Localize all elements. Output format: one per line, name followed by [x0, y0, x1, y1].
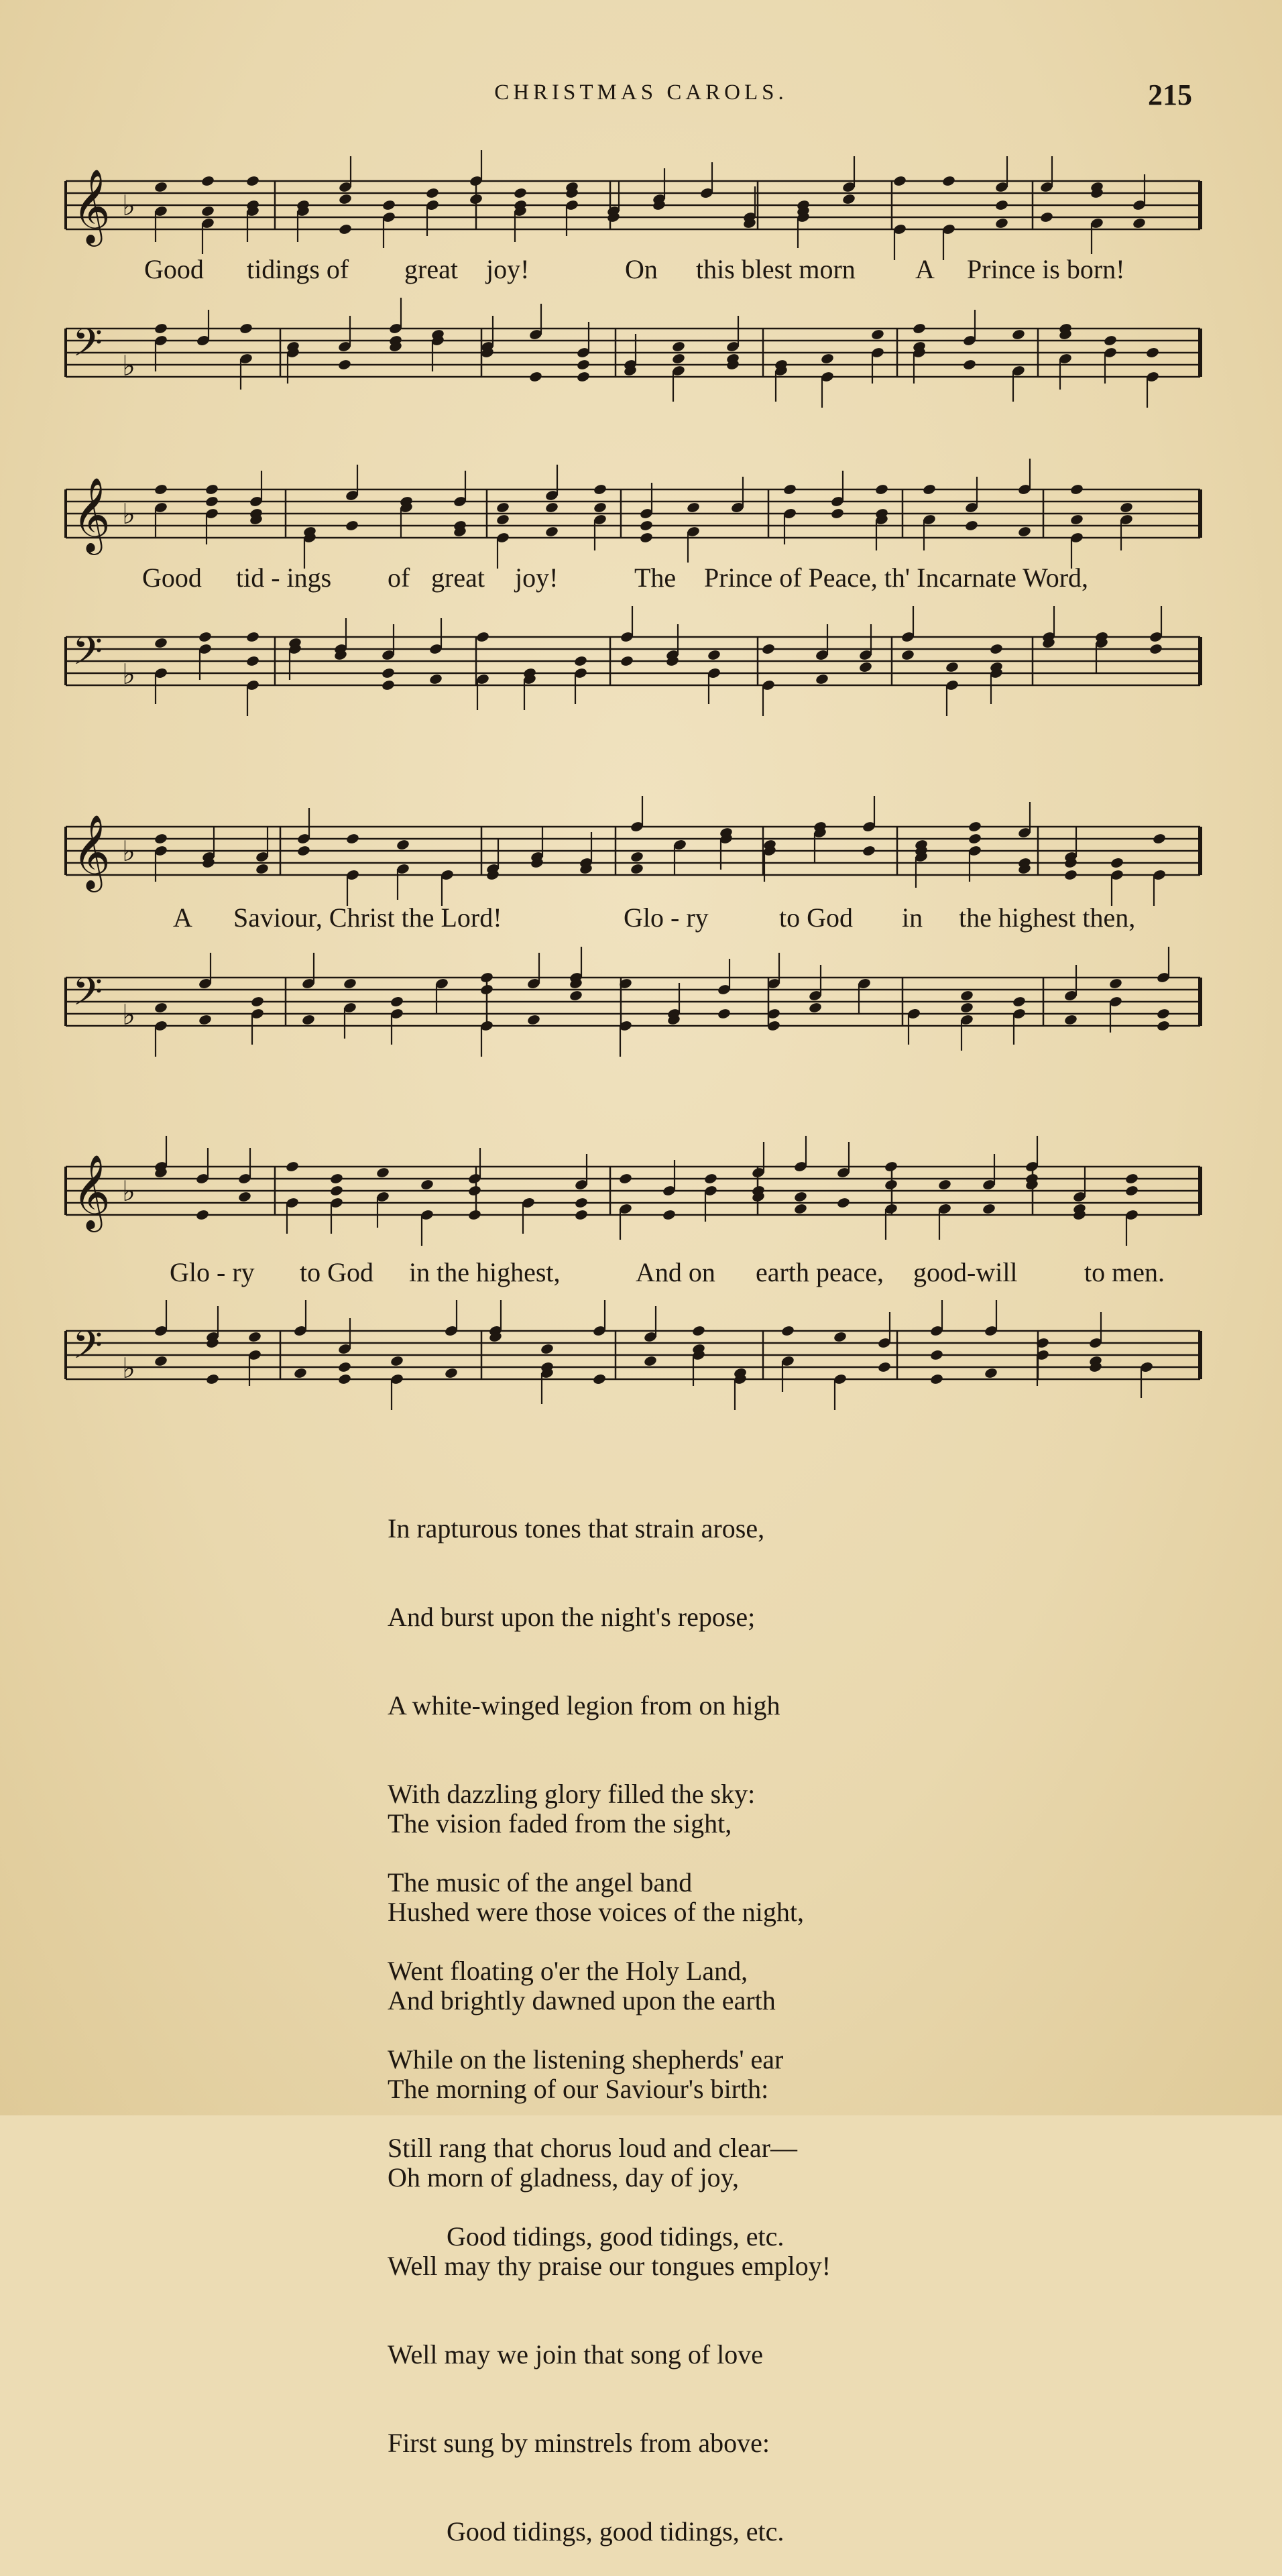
- flat-sign-icon: ♭: [122, 189, 135, 222]
- bass-clef-icon: 𝄢: [72, 1322, 103, 1377]
- treble-staff: [60, 800, 1208, 907]
- verse-line: And burst upon the night's repose;: [388, 1602, 756, 1632]
- flat-sign-icon: ♭: [122, 497, 135, 530]
- treble-staff: [60, 154, 1208, 261]
- treble-clef-icon: 𝄞: [72, 1154, 111, 1229]
- lyric: Good: [144, 254, 204, 284]
- verse-line: Oh morn of gladness, day of joy,: [388, 2162, 739, 2192]
- verse-line: The music of the angel band: [388, 1867, 693, 1897]
- flat-sign-icon: ♭: [122, 835, 135, 868]
- page-number: 215: [1148, 78, 1192, 111]
- running-header: CHRISTMAS CAROLS.: [494, 80, 788, 105]
- lyric: earth peace,: [756, 1257, 884, 1287]
- lyric: A: [173, 902, 192, 933]
- lyric: Prince is born!: [967, 254, 1125, 284]
- flat-sign-icon: ♭: [122, 658, 135, 691]
- verse-line: Well may thy praise our tongues employ!: [388, 2251, 831, 2281]
- flat-sign-icon: ♭: [122, 1175, 135, 1208]
- lyric: Glo - ry: [170, 1257, 255, 1287]
- lyrics-line: [60, 253, 1208, 294]
- verse-line: Still rang that chorus loud and clear—: [388, 2133, 797, 2163]
- verse-line: The vision faded from the sight,: [388, 1808, 732, 1838]
- verse-refrain: Good tidings, good tidings, etc.: [447, 2221, 784, 2251]
- verse-line: Went floating o'er the Holy Land,: [388, 1956, 748, 1986]
- lyric: The: [634, 563, 677, 593]
- flat-sign-icon: ♭: [122, 998, 135, 1031]
- verse-line: Hushed were those voices of the night,: [388, 1897, 804, 1927]
- lyric: On: [625, 254, 658, 284]
- lyric: Good: [142, 563, 202, 593]
- lyric: of: [388, 563, 410, 593]
- lyric: good-will: [913, 1257, 1018, 1287]
- bass-staff: [60, 610, 1208, 717]
- verse-refrain: Good tidings, good tidings, etc.: [447, 2516, 784, 2546]
- lyric: to God: [779, 902, 853, 933]
- lyric: this blest morn: [696, 254, 856, 284]
- lyric: in the highest,: [409, 1257, 561, 1287]
- lyrics-line: [60, 562, 1208, 602]
- lyric: A: [915, 254, 935, 284]
- flat-sign-icon: ♭: [122, 349, 135, 382]
- bass-clef-icon: 𝄢: [72, 628, 103, 683]
- lyric: Saviour, Christ the Lord!: [233, 902, 502, 933]
- bass-clef-icon: 𝄢: [72, 969, 103, 1024]
- verse-line: And brightly dawned upon the earth: [388, 1985, 776, 2015]
- lyric: in: [902, 902, 923, 933]
- lyric: the highest then,: [959, 902, 1136, 933]
- verse-line: A white-winged legion from on high: [388, 1690, 780, 1720]
- lyric: Prince of Peace, th' Incarnate Word,: [704, 563, 1089, 593]
- treble-staff: [60, 463, 1208, 570]
- treble-clef-icon: 𝄞: [72, 168, 111, 243]
- verse-line: With dazzling glory filled the sky:: [388, 1779, 756, 1809]
- lyric: great: [404, 254, 458, 284]
- bass-staff: [60, 951, 1208, 1058]
- flat-sign-icon: ♭: [122, 1352, 135, 1385]
- verse-line: The morning of our Saviour's birth:: [388, 2074, 769, 2104]
- verse-line: First sung by minstrels from above:: [388, 2428, 770, 2458]
- bass-staff: [60, 302, 1208, 409]
- lyric: to God: [300, 1257, 373, 1287]
- treble-clef-icon: 𝄞: [72, 814, 111, 889]
- lyric: Glo - ry: [624, 902, 709, 933]
- bass-staff: [60, 1304, 1208, 1411]
- lyric: tidings of: [247, 254, 349, 284]
- treble-clef-icon: 𝄞: [72, 477, 111, 552]
- lyric: joy!: [515, 563, 559, 593]
- verse-2: [388, 1750, 831, 2576]
- lyric: tid - ings: [236, 563, 332, 593]
- treble-staff: [60, 1140, 1208, 1247]
- lyric: joy!: [486, 254, 530, 284]
- verse-line: Well may we join that song of love: [388, 2339, 763, 2369]
- verse-line: In rapturous tones that strain arose,: [388, 1513, 765, 1543]
- lyric: to men.: [1084, 1257, 1165, 1287]
- lyric: great: [431, 563, 485, 593]
- lyrics-line: [60, 1256, 1208, 1297]
- lyric: And on: [636, 1257, 715, 1287]
- lyrics-line: [60, 902, 1208, 942]
- verse-line: While on the listening shepherds' ear: [388, 2044, 784, 2074]
- bass-clef-icon: 𝄢: [72, 320, 103, 375]
